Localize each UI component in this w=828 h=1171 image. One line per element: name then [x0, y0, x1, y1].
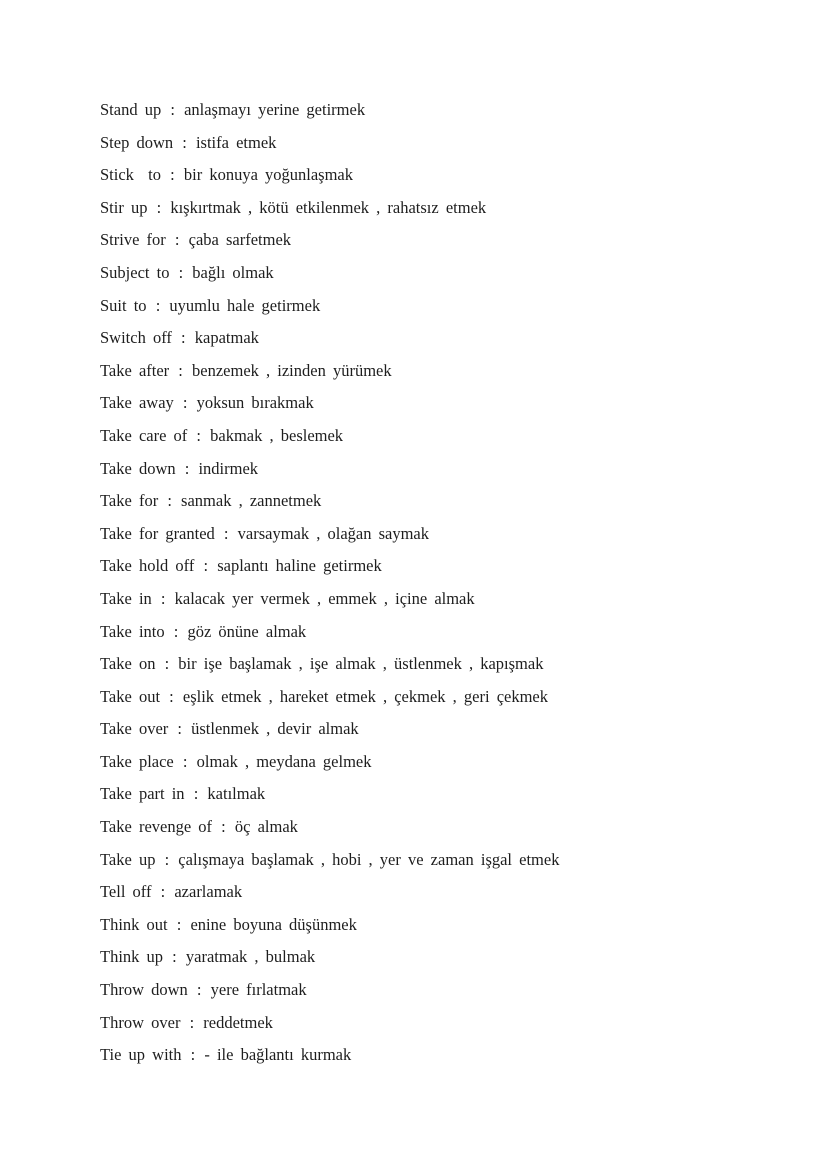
- phrasal-verb-term: Take down: [100, 458, 176, 478]
- phrasal-verb-list: [100, 94, 800, 1072]
- separator: :: [170, 165, 175, 185]
- phrasal-verb-term: Think up: [100, 947, 164, 967]
- phrasal-verb-term: Take away: [100, 393, 174, 413]
- turkish-meaning: istifa etmek: [195, 132, 277, 152]
- separator: :: [167, 491, 172, 511]
- separator: :: [164, 654, 170, 674]
- phrasal-verb-term: Take part in: [100, 784, 185, 804]
- list-item: [100, 94, 800, 127]
- list-item: [100, 1039, 800, 1072]
- phrasal-verb-term: Switch off: [100, 328, 172, 348]
- turkish-meaning: yaratmak , bulmak: [185, 947, 316, 967]
- turkish-meaning: çalışmaya başlamak , hobi , yer ve zaman işgal etmek: [178, 849, 560, 869]
- separator: :: [182, 393, 188, 413]
- separator: :: [178, 262, 184, 282]
- list-item: [100, 322, 800, 355]
- phrasal-verb-term: Take after: [100, 360, 170, 380]
- separator: :: [189, 1012, 195, 1032]
- turkish-meaning: bakmak , beslemek: [210, 425, 344, 445]
- list-item: [100, 876, 800, 909]
- phrasal-verb-term: Step down: [100, 132, 174, 152]
- list-item: [100, 909, 800, 942]
- list-item: [100, 713, 800, 746]
- separator: :: [203, 556, 209, 576]
- separator: :: [160, 882, 166, 902]
- list-item: [100, 844, 800, 877]
- turkish-meaning: kalacak yer vermek , emmek , içine almak: [174, 588, 475, 608]
- separator: :: [164, 849, 170, 869]
- separator: :: [156, 197, 162, 217]
- turkish-meaning: yoksun bırakmak: [196, 393, 314, 413]
- separator: :: [184, 458, 190, 478]
- turkish-meaning: göz önüne almak: [187, 621, 307, 641]
- turkish-meaning: eşlik etmek , hareket etmek , çekmek , geri çekmek: [182, 686, 548, 706]
- turkish-meaning: anlaşmayı yerine getirmek: [184, 100, 366, 119]
- separator: :: [190, 1045, 196, 1065]
- phrasal-verb-term: Stir up: [100, 197, 148, 217]
- list-item: [100, 778, 800, 811]
- list-item: [100, 257, 800, 290]
- turkish-meaning: öç almak: [234, 817, 298, 837]
- phrasal-verb-term: Subject to: [100, 262, 170, 282]
- separator: :: [160, 588, 166, 608]
- list-item: [100, 485, 800, 518]
- list-item: [100, 159, 800, 192]
- separator: :: [176, 914, 182, 934]
- phrasal-verb-term: Take care of: [100, 425, 188, 445]
- phrasal-verb-term: Take over: [100, 719, 169, 739]
- separator: :: [173, 621, 179, 641]
- separator: :: [223, 523, 229, 543]
- list-item: [100, 290, 800, 323]
- list-item: [100, 681, 800, 714]
- separator: :: [155, 295, 161, 315]
- list-item: [100, 420, 800, 453]
- list-item: [100, 550, 800, 583]
- separator: :: [221, 817, 226, 837]
- turkish-meaning: indirmek: [198, 458, 259, 478]
- list-item: [100, 1007, 800, 1040]
- phrasal-verb-term: Throw down: [100, 980, 188, 1000]
- list-item: [100, 355, 800, 388]
- turkish-meaning: uyumlu hale getirmek: [169, 295, 321, 315]
- turkish-meaning: azarlamak: [174, 882, 243, 902]
- phrasal-verb-term: Take hold off: [100, 556, 195, 576]
- phrasal-verb-term: Tie up with: [100, 1045, 182, 1065]
- turkish-meaning: kışkırtmak , kötü etkilenmek , rahatsız etmek: [170, 197, 487, 217]
- list-item: [100, 518, 800, 551]
- list-item: [100, 811, 800, 844]
- separator: :: [182, 132, 187, 152]
- phrasal-verb-term: Take up: [100, 849, 156, 869]
- phrasal-verb-term: Take in: [100, 588, 152, 608]
- phrasal-verb-term: Strive for: [100, 230, 166, 250]
- list-item: [100, 974, 800, 1007]
- phrasal-verb-term: Tell off: [100, 882, 152, 902]
- phrasal-verb-term: Think out: [100, 914, 168, 934]
- turkish-meaning: enine boyuna düşünmek: [190, 914, 357, 934]
- turkish-meaning: bir konuya yoğunlaşmak: [183, 165, 353, 185]
- list-item: [100, 127, 800, 160]
- phrasal-verb-term: Suit to: [100, 295, 147, 315]
- turkish-meaning: saplantı haline getirmek: [217, 556, 382, 576]
- list-item: [100, 224, 800, 257]
- turkish-meaning: üstlenmek , devir almak: [191, 719, 359, 739]
- list-item: [100, 941, 800, 974]
- turkish-meaning: sanmak , zannetmek: [181, 491, 322, 511]
- phrasal-verb-term: Take for: [100, 491, 159, 511]
- separator: :: [169, 686, 174, 706]
- phrasal-verb-term: Take on: [100, 654, 156, 674]
- phrasal-verb-term: Stand up: [100, 100, 162, 119]
- phrasal-verb-term: Stick to: [100, 165, 162, 185]
- list-item: [100, 616, 800, 649]
- separator: :: [177, 719, 182, 739]
- turkish-meaning: çaba sarfetmek: [188, 230, 292, 250]
- list-item: [100, 648, 800, 681]
- turkish-meaning: olmak , meydana gelmek: [196, 751, 372, 771]
- phrasal-verb-term: Take for granted: [100, 523, 215, 543]
- separator: :: [196, 425, 202, 445]
- phrasal-verb-term: Take place: [100, 751, 174, 771]
- phrasal-verb-term: Take revenge of: [100, 817, 213, 837]
- separator: :: [170, 100, 175, 119]
- list-item: [100, 192, 800, 225]
- turkish-meaning: bir işe başlamak , işe almak , üstlenmek , kapışmak: [178, 654, 544, 674]
- turkish-meaning: kapatmak: [194, 328, 259, 348]
- list-item: [100, 453, 800, 486]
- separator: :: [172, 947, 177, 967]
- list-item: [100, 746, 800, 779]
- turkish-meaning: yere fırlatmak: [210, 980, 307, 1000]
- turkish-meaning: benzemek , izinden yürümek: [192, 360, 392, 380]
- list-item: [100, 387, 800, 420]
- separator: :: [193, 784, 199, 804]
- separator: :: [178, 360, 183, 380]
- turkish-meaning: - ile bağlantı kurmak: [204, 1045, 352, 1065]
- phrasal-verb-term: Take into: [100, 621, 165, 641]
- turkish-meaning: katılmak: [207, 784, 266, 804]
- phrasal-verb-term: Throw over: [100, 1012, 181, 1032]
- separator: :: [182, 751, 188, 771]
- phrasal-verb-term: Take out: [100, 686, 161, 706]
- turkish-meaning: varsaymak , olağan saymak: [237, 523, 429, 543]
- turkish-meaning: bağlı olmak: [192, 262, 274, 282]
- list-item: [100, 583, 800, 616]
- separator: :: [174, 230, 180, 250]
- turkish-meaning: reddetmek: [203, 1012, 273, 1032]
- separator: :: [181, 328, 186, 348]
- separator: :: [196, 980, 202, 1000]
